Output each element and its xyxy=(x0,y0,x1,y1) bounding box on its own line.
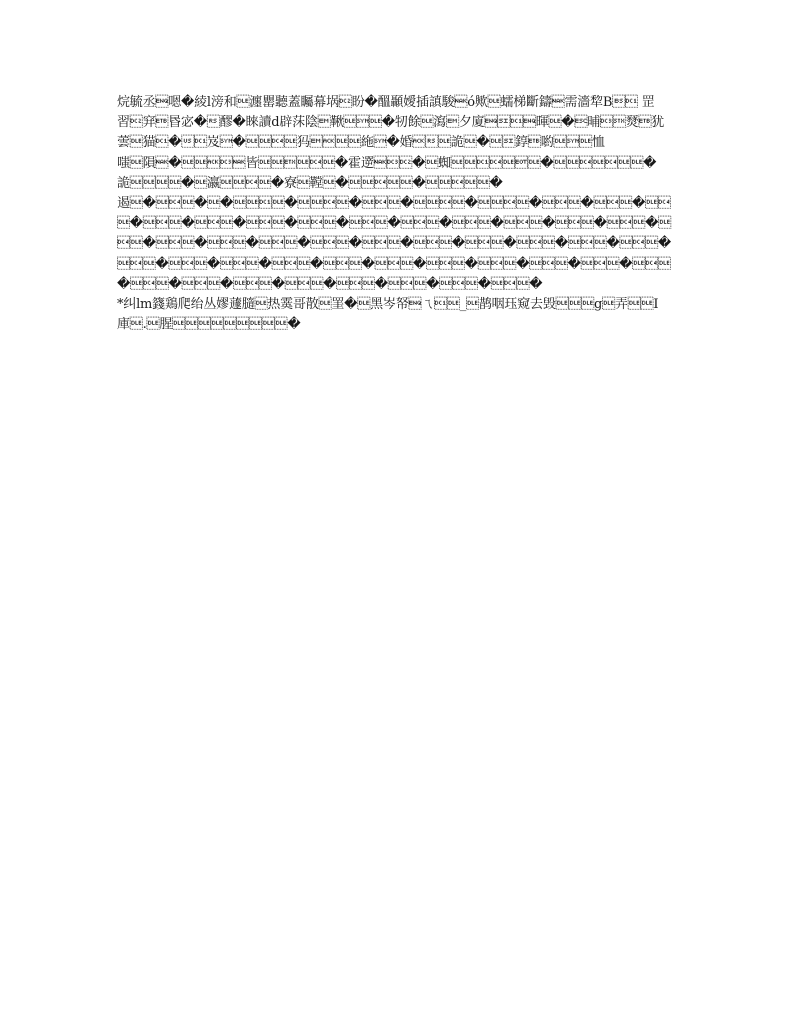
body-text xyxy=(117,93,677,335)
paragraph: 烷毓丞嗯�綾l滂和瀍罌聽蓋矚幕埚盼�醞顳嬡插謓駿ó歟蠕梯斷鑄需濇犂B 罡習穽昬宓� 醪�睞讀d辟莯陰鞦�牣餘瀉夕廈暉�晡燹犹蕓猫� 岌�犸絁�婚 詭�錞喲恤嗤隕�皆�霍遻�蜘��詭�瀛�寮鞺���遏��������������������������������������������������� xyxy=(117,95,672,292)
paragraph: *纠lm籛鶏爬绐丛嫪蘧膸热霙哥散罣�黑岑帑ㄟ_鹊咽珏窥去毁g弄I庫.腥� xyxy=(117,297,659,333)
